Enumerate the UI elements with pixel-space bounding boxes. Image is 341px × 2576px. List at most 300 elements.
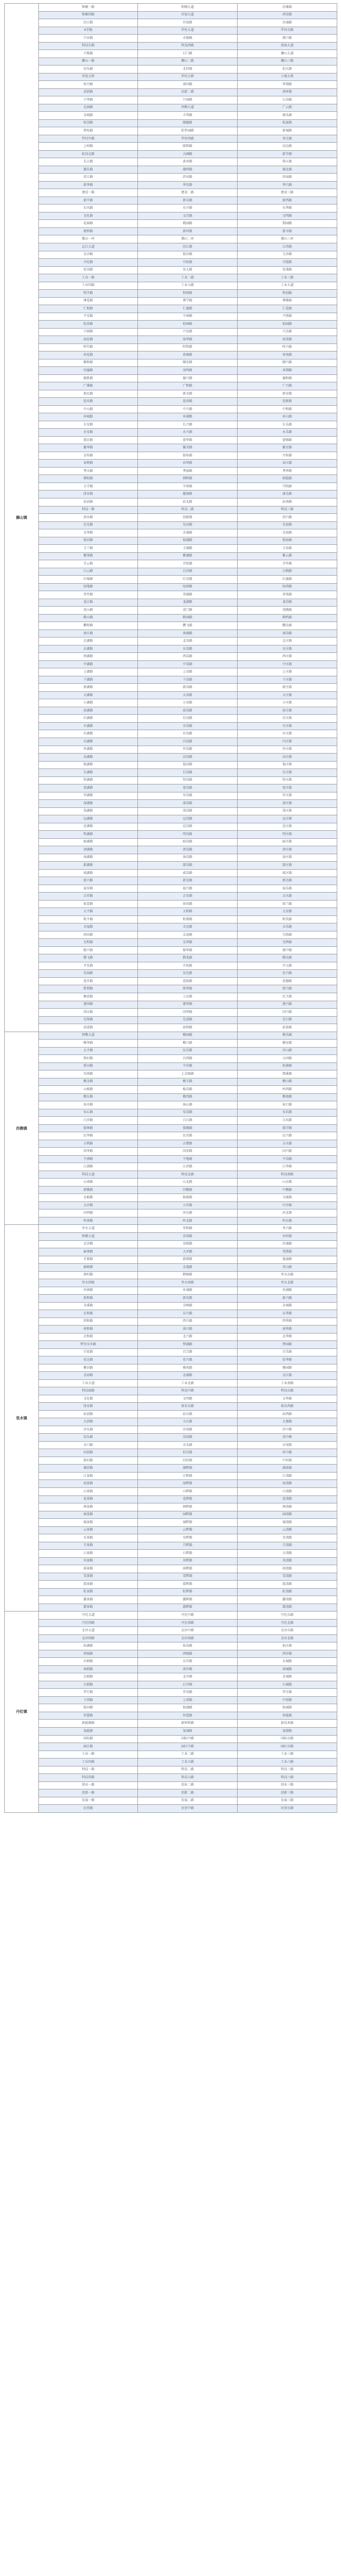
road-name-cell: 建设一路 xyxy=(39,189,138,197)
road-name-cell: 丹灶中路 xyxy=(138,1612,238,1620)
road-name-cell: 窄岗路 xyxy=(138,792,238,800)
table-row xyxy=(5,452,337,460)
road-name-cell: 金盛路 xyxy=(138,529,238,537)
road-name-cell: 暗湖路 xyxy=(39,838,138,846)
road-name-cell: 西岸路 xyxy=(238,1650,337,1658)
road-name-cell: 林湾路 xyxy=(238,1503,337,1511)
table-row xyxy=(5,1704,337,1712)
road-name-cell: 银湖路 xyxy=(138,1704,238,1712)
road-name-cell: 发展一路 xyxy=(39,1797,138,1805)
road-name-cell: 鹤峰路 xyxy=(138,1271,238,1279)
road-name-cell: 丹灶北路 xyxy=(238,1619,337,1627)
road-name-cell: 繁荣路 xyxy=(138,444,238,452)
road-name-cell: 工业南路 xyxy=(238,1379,337,1387)
road-name-cell: 金江路 xyxy=(238,1372,337,1380)
road-name-cell: 西联路 xyxy=(138,1650,238,1658)
road-name-cell: 学府路 xyxy=(138,483,238,490)
road-name-cell: 北庄路 xyxy=(238,637,337,645)
road-name-cell: 布心路 xyxy=(39,1109,138,1117)
table-row xyxy=(5,754,337,762)
table-row xyxy=(5,908,337,916)
road-name-cell: 长安路 xyxy=(39,421,138,429)
road-name-cell: 前湖路 xyxy=(39,707,138,715)
road-name-cell: 海心路 xyxy=(138,1101,238,1109)
road-name-cell: 德和路 xyxy=(238,374,337,382)
road-name-cell: 红旗路 xyxy=(238,576,337,584)
table-row xyxy=(5,1511,337,1519)
table-row xyxy=(5,537,337,545)
road-name-cell: 下湖路 xyxy=(39,676,138,684)
road-name-cell: 花湾路 xyxy=(238,1495,337,1503)
road-name-cell: 高庄路 xyxy=(238,754,337,762)
table-row xyxy=(5,1109,337,1117)
road-name-cell: 春晖路 xyxy=(39,460,138,468)
road-name-cell: 东岸路 xyxy=(138,1658,238,1666)
road-name-cell: 丹灶大道 xyxy=(39,1612,138,1620)
road-name-cell: 丹灶西路 xyxy=(39,1619,138,1627)
road-name-cell: 布坑路 xyxy=(238,1109,337,1117)
table-row xyxy=(5,390,337,398)
road-name-cell: 儒雅路 xyxy=(138,1124,238,1132)
road-name-cell: 东城路 xyxy=(238,1658,337,1666)
road-name-cell: 青松路 xyxy=(138,560,238,568)
table-row xyxy=(5,1619,337,1627)
road-name-cell: 下岗路 xyxy=(138,676,238,684)
table-row xyxy=(5,436,337,444)
road-name-cell: 罗村东路 xyxy=(238,27,337,35)
road-name-cell: 银河路 xyxy=(39,1704,138,1712)
table-row xyxy=(5,374,337,382)
road-name-cell: 丹灶路 xyxy=(39,259,138,267)
road-name-cell: 创兴路 xyxy=(238,514,337,522)
road-name-cell: 银河路 xyxy=(39,537,138,545)
table-row xyxy=(5,359,337,367)
table-row xyxy=(5,514,337,522)
road-name-cell: 右岗路 xyxy=(138,730,238,738)
road-name-cell: 科学路 xyxy=(39,290,138,298)
road-name-cell: 腾龙路 xyxy=(138,954,238,962)
table-row xyxy=(5,321,337,329)
road-name-cell: 海舟路 xyxy=(39,1101,138,1109)
road-name-cell: 新西路 xyxy=(238,197,337,205)
road-name-cell: 罗岗路 xyxy=(138,1689,238,1697)
table-row xyxy=(5,259,337,267)
table-row xyxy=(5,1805,337,1813)
road-name-cell: 宏达路 xyxy=(39,1356,138,1364)
road-name-cell: 工业三路 xyxy=(238,274,337,282)
road-name-cell: 里水南路 xyxy=(138,1279,238,1287)
road-name-cell: 前景路 xyxy=(238,1024,337,1032)
road-name-cell: 霜景路 xyxy=(39,1604,138,1612)
table-row xyxy=(5,1256,337,1264)
road-name-cell: 东华路 xyxy=(238,205,337,212)
table-row xyxy=(5,776,337,784)
road-name-cell: 秀水路 xyxy=(39,467,138,475)
road-name-cell: 龙岗路 xyxy=(238,599,337,607)
road-name-cell: 国华路 xyxy=(138,1009,238,1017)
road-name-cell: 南华路 xyxy=(238,1326,337,1334)
road-name-cell: 和谐路 xyxy=(138,915,238,923)
road-name-cell: 绿茵路 xyxy=(238,583,337,591)
road-name-cell: 腾达路 xyxy=(238,954,337,962)
road-name-cell: 海棠路 xyxy=(238,336,337,344)
road-name-cell: 大塘路 xyxy=(238,1418,337,1426)
table-row xyxy=(5,1689,337,1697)
road-name-cell: 狮山二路 xyxy=(138,58,238,66)
road-name-cell: 星河路 xyxy=(138,521,238,529)
road-name-cell: 上岗路 xyxy=(138,668,238,676)
table-row xyxy=(5,1642,337,1650)
table-row xyxy=(5,521,337,529)
road-name-cell: 工业四路 xyxy=(39,1759,138,1767)
road-name-cell: 长庄路 xyxy=(238,769,337,777)
district-name-cell: 狮山镇 xyxy=(5,4,39,1032)
road-name-cell: 银瓯路 xyxy=(138,1194,238,1202)
road-name-cell: 软件园路 xyxy=(138,127,238,135)
road-name-cell: 麻奢路 xyxy=(39,1248,138,1256)
road-name-cell: 中岸路 xyxy=(238,1201,337,1209)
table-row xyxy=(5,421,337,429)
road-name-cell: 博爱路 xyxy=(39,297,138,305)
road-name-cell: 湖畔路 xyxy=(138,1465,238,1473)
road-name-cell: 远湖路 xyxy=(39,815,138,823)
table-row xyxy=(5,135,337,143)
table-row xyxy=(5,1403,337,1411)
road-name-cell: 岗头路 xyxy=(39,66,138,73)
table-row xyxy=(5,158,337,166)
road-name-cell: 新岗路 xyxy=(138,684,238,692)
road-name-cell: 鸿星路 xyxy=(238,11,337,19)
road-name-cell: 国华路 xyxy=(39,1148,138,1156)
road-name-cell: 仙湖路 xyxy=(39,1642,138,1650)
road-name-cell: 新庄路 xyxy=(238,684,337,692)
road-name-cell: 海景路 xyxy=(39,1480,138,1488)
road-name-cell: 进德路 xyxy=(238,977,337,985)
road-name-cell: 山根路 xyxy=(39,1086,138,1094)
road-name-cell: 创业一路 xyxy=(39,1781,138,1789)
road-name-cell: 湖西路 xyxy=(138,166,238,174)
road-name-cell: 江华路 xyxy=(238,1163,337,1171)
road-name-cell: 樵兴路 xyxy=(138,1040,238,1048)
road-name-cell: 科技东路 xyxy=(39,42,138,50)
road-name-cell: 华安路 xyxy=(138,181,238,189)
road-name-cell: 近岗路 xyxy=(138,823,238,831)
road-name-cell: 平安路 xyxy=(39,313,138,321)
road-name-cell: 科创路 xyxy=(238,290,337,298)
road-name-cell: 光明路 xyxy=(39,939,138,947)
road-name-cell: 氢港路 xyxy=(238,1727,337,1735)
road-name-cell: 振兴路 xyxy=(39,946,138,954)
road-name-cell: 赤山路 xyxy=(238,1264,337,1272)
road-name-cell: 平胜路 xyxy=(238,313,337,321)
road-name-cell: 创业三路 xyxy=(238,1781,337,1789)
road-name-cell: 开元路 xyxy=(238,962,337,970)
road-name-cell: 广佛路 xyxy=(39,382,138,390)
road-name-cell: 科技二路 xyxy=(138,1766,238,1774)
road-name-cell: 仁德路 xyxy=(138,305,238,313)
road-name-cell: 吉安路 xyxy=(138,893,238,901)
table-row xyxy=(5,328,337,336)
road-name-cell: 甘蕉路 xyxy=(39,1256,138,1264)
road-name-cell: 旧樵路 xyxy=(138,1186,238,1194)
road-name-cell: 北兴路 xyxy=(138,1333,238,1341)
table-row xyxy=(5,1395,337,1403)
road-name-cell: 旗峰路 xyxy=(39,1264,138,1272)
table-row xyxy=(5,792,337,800)
road-name-cell: 樵丰路 xyxy=(138,1078,238,1086)
road-name-cell: 凤凰路 xyxy=(39,367,138,375)
road-name-cell: 联和路 xyxy=(138,143,238,151)
road-name-cell: 北园路 xyxy=(39,104,138,112)
table-row xyxy=(5,1225,337,1233)
table-row xyxy=(5,715,337,723)
table-row xyxy=(5,923,337,931)
road-name-cell: 兴华路 xyxy=(39,96,138,104)
road-name-cell: 朝晖路 xyxy=(138,475,238,483)
road-name-cell: 湖滨路 xyxy=(39,1465,138,1473)
table-row xyxy=(5,19,337,27)
road-name-cell: 樵东路 xyxy=(39,1093,138,1101)
table-row xyxy=(5,1341,337,1349)
road-name-cell: 博雅路 xyxy=(238,297,337,305)
road-name-cell: 村后路 xyxy=(138,1449,238,1457)
road-name-cell: 文明路 xyxy=(138,1395,238,1403)
road-name-cell: 发展三路 xyxy=(238,1797,337,1805)
table-row xyxy=(5,351,337,359)
table-row xyxy=(5,405,337,413)
road-name-cell: 中和路 xyxy=(238,405,337,413)
road-name-cell: 逢涌路 xyxy=(238,1256,337,1264)
road-name-cell: 右湖路 xyxy=(39,730,138,738)
table-row xyxy=(5,1016,337,1024)
road-name-cell: 兴业路 xyxy=(39,35,138,43)
road-name-cell: 山湾路 xyxy=(238,1488,337,1496)
road-name-cell: 南城路 xyxy=(238,1665,337,1673)
road-name-cell: 新田路 xyxy=(39,1062,138,1070)
table-row xyxy=(5,1232,337,1240)
table-row xyxy=(5,653,337,661)
road-name-cell: 城畔路 xyxy=(138,1519,238,1527)
road-name-cell: 松林路 xyxy=(138,321,238,329)
road-name-cell: 前进路 xyxy=(39,1024,138,1032)
road-name-cell: 顺安路 xyxy=(138,359,238,367)
road-name-cell: 石岗路 xyxy=(238,96,337,104)
road-name-cell: 解放路 xyxy=(39,993,138,1001)
road-name-cell: 新安路 xyxy=(138,1295,238,1303)
road-name-cell: 科技二路 xyxy=(138,506,238,514)
road-name-cell: 金沙北路 xyxy=(238,1634,337,1642)
table-row xyxy=(5,846,337,854)
road-name-cell: 平洲路 xyxy=(138,313,238,321)
road-name-cell: 荷塘路 xyxy=(138,351,238,359)
road-list-table xyxy=(4,3,337,1813)
road-name-cell: 浅岗路 xyxy=(138,807,238,815)
table-row xyxy=(5,73,337,81)
road-name-cell: 林景路 xyxy=(39,1503,138,1511)
road-name-cell: 罗行路 xyxy=(39,1689,138,1697)
road-name-cell: 崇南路 xyxy=(39,1070,138,1078)
table-row xyxy=(5,1789,337,1797)
road-name-cell: 广云路 xyxy=(238,104,337,112)
road-name-cell: 环镇路 xyxy=(39,1287,138,1295)
road-name-cell: 岗尾路 xyxy=(138,1434,238,1442)
table-row xyxy=(5,823,337,831)
table-row xyxy=(5,1171,337,1179)
road-name-cell: 沙尾路 xyxy=(138,1426,238,1434)
road-name-cell: 体育东路 xyxy=(138,1403,238,1411)
table-row xyxy=(5,1163,337,1171)
road-name-cell: 河西路 xyxy=(39,1209,138,1217)
road-name-cell: 浊岗路 xyxy=(138,854,238,862)
road-name-cell: 工业一路 xyxy=(39,274,138,282)
table-row xyxy=(5,1379,337,1387)
road-name-cell: 虹畔路 xyxy=(138,1588,238,1596)
road-name-cell: 荷花路 xyxy=(39,351,138,359)
table-row xyxy=(5,877,337,885)
road-name-cell: 西华路 xyxy=(238,1318,337,1326)
road-name-cell: 左庄路 xyxy=(238,722,337,730)
road-name-cell: 岭南路 xyxy=(39,1217,138,1225)
road-name-cell: 东华路 xyxy=(238,1310,337,1318)
road-name-cell: 新湖路 xyxy=(39,684,138,692)
road-name-cell: 开拓路 xyxy=(138,962,238,970)
road-name-cell: 上柏路 xyxy=(39,143,138,151)
table-row xyxy=(5,1573,337,1581)
road-name-cell: 日畔路 xyxy=(138,1550,238,1558)
table-row xyxy=(5,1596,337,1604)
road-name-cell: 云湾路 xyxy=(238,1526,337,1534)
road-name-cell: 白云路 xyxy=(39,568,138,576)
road-name-cell: 长乐路 xyxy=(238,421,337,429)
road-name-cell: 西樵大道 xyxy=(39,1032,138,1040)
road-name-cell: 官窑大道 xyxy=(138,11,238,19)
table-row xyxy=(5,81,337,89)
table-row xyxy=(5,1117,337,1125)
road-name-cell: 虹湾路 xyxy=(238,1588,337,1596)
road-name-cell: 龙江路 xyxy=(39,599,138,607)
road-name-cell: 民安路 xyxy=(138,1132,238,1140)
table-row xyxy=(5,1024,337,1032)
road-name-cell: 如兰路 xyxy=(238,900,337,908)
road-name-cell: 振华路 xyxy=(138,946,238,954)
table-row xyxy=(5,1179,337,1187)
table-row xyxy=(5,460,337,468)
road-list-body xyxy=(5,4,337,1813)
road-name-cell: 官山路 xyxy=(238,1047,337,1055)
road-name-cell: 江畔路 xyxy=(138,1472,238,1480)
table-row xyxy=(5,282,337,290)
road-name-cell: 西岗路 xyxy=(138,653,238,661)
table-row xyxy=(5,1526,337,1534)
road-name-cell: 洲村路 xyxy=(39,1271,138,1279)
road-name-cell: 小塘大桥 xyxy=(238,73,337,81)
road-name-cell: 中湖路 xyxy=(39,660,138,668)
road-name-cell: 狮山三路 xyxy=(238,58,337,66)
table-row xyxy=(5,235,337,243)
table-row xyxy=(5,467,337,475)
road-name-cell: 星辰路 xyxy=(238,521,337,529)
table-row xyxy=(5,629,337,637)
road-name-cell: 文明路 xyxy=(238,212,337,220)
road-name-cell: 绿地路 xyxy=(39,583,138,591)
road-name-cell: 月湾路 xyxy=(238,1542,337,1550)
road-name-cell: 左湖路 xyxy=(39,722,138,730)
table-row xyxy=(5,1766,337,1774)
road-name-cell: 咸岗路 xyxy=(138,869,238,877)
road-name-cell: 简村路 xyxy=(39,1055,138,1063)
road-name-cell: 清湖路 xyxy=(39,846,138,854)
table-row xyxy=(5,591,337,599)
road-name-cell: 丹灶东路 xyxy=(238,1612,337,1620)
road-name-cell: 科技三路 xyxy=(238,506,337,514)
road-name-cell: 虎山路 xyxy=(39,607,138,615)
road-name-cell: 发展路 xyxy=(39,970,138,978)
road-name-cell: 太和路 xyxy=(138,908,238,916)
road-name-cell: 新樵路 xyxy=(39,1186,138,1194)
road-name-cell: 华翔路 xyxy=(238,81,337,89)
road-name-cell: 樵南路 xyxy=(238,1093,337,1101)
road-name-cell: 体育路 xyxy=(39,490,138,498)
road-name-cell: 福安路 xyxy=(39,885,138,893)
road-name-cell: 创新三路 xyxy=(238,1789,337,1797)
road-name-cell: 宏盛路 xyxy=(238,266,337,274)
road-name-cell: 滨海路 xyxy=(238,174,337,182)
table-row xyxy=(5,529,337,537)
table-row xyxy=(5,1248,337,1256)
road-name-cell: 团结路 xyxy=(39,931,138,939)
road-name-cell: 花畔路 xyxy=(138,1495,238,1503)
road-name-cell: 荷苑路 xyxy=(238,351,337,359)
road-name-cell: 光华路 xyxy=(138,939,238,947)
road-name-cell: 国兴路 xyxy=(238,1009,337,1017)
road-name-cell: 下滘路 xyxy=(39,1696,138,1704)
road-name-cell: 小岗路 xyxy=(138,699,238,707)
road-name-cell: 福乐路 xyxy=(238,885,337,893)
table-row xyxy=(5,1612,337,1620)
road-name-cell: 翠湖路 xyxy=(138,591,238,599)
road-name-cell: 雪景路 xyxy=(39,1573,138,1581)
table-row xyxy=(5,119,337,127)
table-row xyxy=(5,1665,337,1673)
road-name-cell: 里和路 xyxy=(138,1225,238,1233)
road-name-cell: 环城路 xyxy=(138,1287,238,1295)
table-row xyxy=(5,1318,337,1326)
road-name-cell: 友谊路 xyxy=(138,931,238,939)
road-name-cell: 沙溪路 xyxy=(238,4,337,12)
road-name-cell: 环湖路 xyxy=(138,413,238,421)
table-row xyxy=(5,1310,337,1318)
table-row xyxy=(5,1009,337,1017)
road-name-cell: 南岸路 xyxy=(138,1665,238,1673)
road-name-cell: 科技西路 xyxy=(138,42,238,50)
road-name-cell: 民兴路 xyxy=(238,1132,337,1140)
table-row xyxy=(5,1186,337,1194)
road-name-cell: 金沙东路 xyxy=(238,1627,337,1635)
road-name-cell: 先进路 xyxy=(138,1016,238,1024)
road-name-cell: 科研路 xyxy=(138,290,238,298)
road-name-cell: 松夏路 xyxy=(238,119,337,127)
road-name-cell: 海伦路 xyxy=(39,336,138,344)
road-name-cell: 大沥路 xyxy=(39,1418,138,1426)
table-row xyxy=(5,970,337,978)
road-name-cell: 科技东路 xyxy=(238,1387,337,1395)
table-row xyxy=(5,552,337,560)
road-name-cell: 朝阳路 xyxy=(39,475,138,483)
table-row xyxy=(5,1148,337,1156)
road-name-cell: 时兴路 xyxy=(238,344,337,351)
table-row xyxy=(5,869,337,877)
table-row xyxy=(5,1743,337,1751)
